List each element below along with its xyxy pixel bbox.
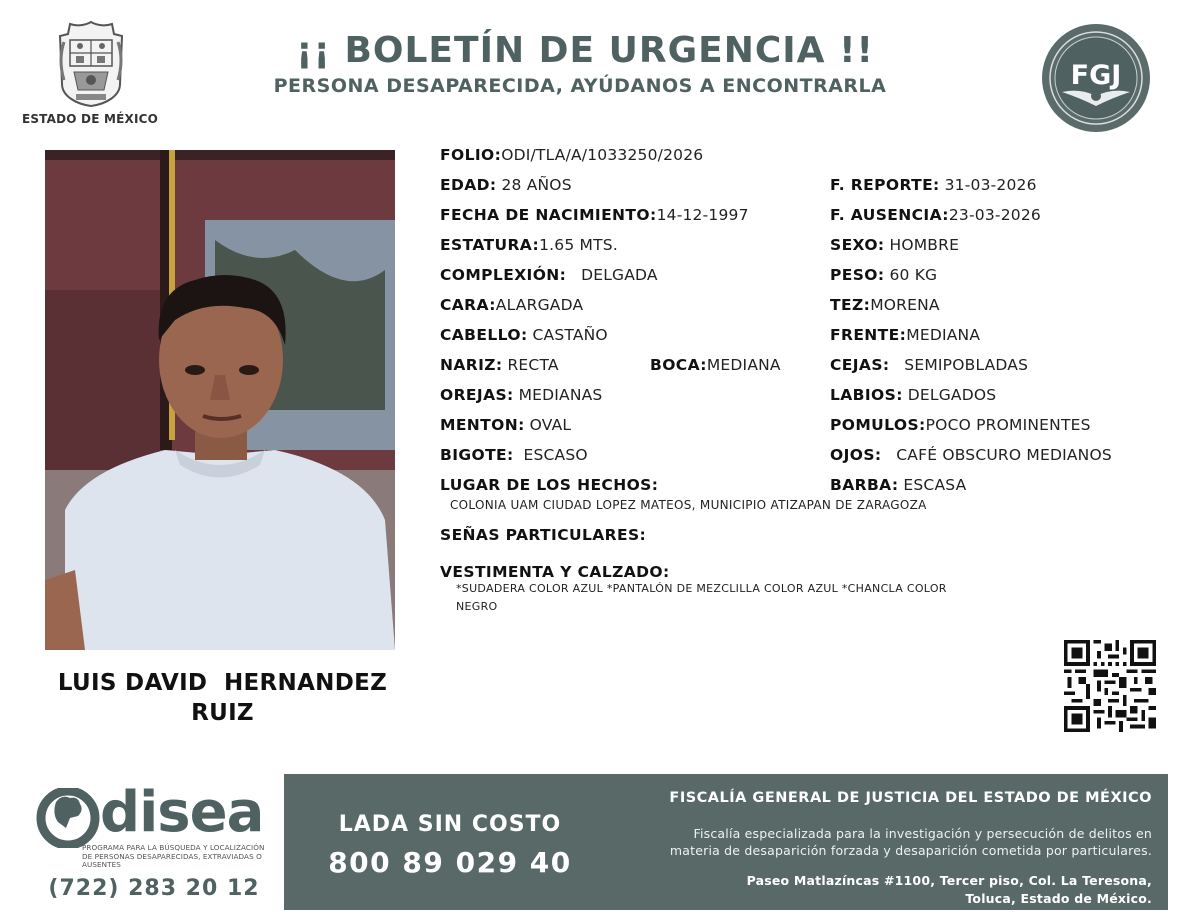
field-vestimenta-label: VESTIMENTA Y CALZADO:	[440, 563, 670, 581]
fiscalia-description-line1: Fiscalía especializada para la investigación y persecución de delitos en	[693, 826, 1152, 841]
field-frente-value: MEDIANA	[906, 326, 981, 344]
field-cara-label: CARA:	[440, 296, 496, 314]
field-tez-label: TEZ:	[830, 296, 871, 314]
field-folio-value: ODI/TLA/A/1033250/2026	[501, 146, 704, 164]
fiscalia-address-line2: Toluca, Estado de México.	[965, 891, 1152, 906]
field-menton-value: OVAL	[529, 416, 572, 434]
field-cejas	[830, 355, 1028, 375]
field-cabello	[440, 325, 608, 345]
field-edad-label: EDAD:	[440, 176, 497, 194]
field-peso-label: PESO:	[830, 266, 885, 284]
field-cejas-value: SEMIPOBLADAS	[904, 356, 1029, 374]
field-cejas-label: CEJAS:	[830, 356, 890, 374]
field-cabello-label: CABELLO:	[440, 326, 528, 344]
field-ojos-value: CAFÉ OBSCURO MEDIANOS	[896, 446, 1112, 464]
field-boca-label: BOCA:	[650, 356, 707, 374]
field-fecha-nacimiento-label: FECHA DE NACIMIENTO:	[440, 206, 657, 224]
field-vestimenta-value-line1: *SUDADERA COLOR AZUL *PANTALÓN DE MEZCLILLA COLOR AZUL *CHANCLA COLOR	[456, 582, 947, 595]
field-lugar-hechos	[440, 475, 658, 495]
odisea-tagline-line1: PROGRAMA PARA LA BÚSQUEDA Y LOCALIZACIÓN	[82, 843, 265, 852]
bulletin-subtitle: PERSONA DESAPARECIDA, AYÚDANOS A ENCONTRARLA	[273, 75, 887, 97]
odisea-map-pin-icon	[36, 788, 100, 848]
qr-code-icon	[1064, 640, 1156, 732]
field-pomulos-value: POCO PROMINENTES	[925, 416, 1091, 434]
fiscalia-address	[600, 872, 1152, 908]
field-sexo-label: SEXO:	[830, 236, 885, 254]
field-complexion-value: DELGADA	[581, 266, 658, 284]
field-menton	[440, 415, 571, 435]
field-cara	[440, 295, 583, 315]
field-pomulos-label: POMULOS:	[830, 416, 926, 434]
state-name: ESTADO DE MÉXICO	[21, 112, 159, 126]
field-tez-value: MORENA	[870, 296, 940, 314]
field-f-ausencia	[830, 205, 1041, 225]
field-bigote	[440, 445, 588, 465]
toll-free-number[interactable]: 800 89 029 40	[328, 846, 572, 879]
field-ojos	[830, 445, 1112, 465]
fiscalia-description-line2: materia de desaparición forzada y desaparición cometida por particulares.	[669, 843, 1152, 858]
field-fecha-nacimiento-value: 14-12-1997	[656, 206, 749, 224]
field-f-reporte	[830, 175, 1037, 195]
odisea-tagline-line3: AUSENTES	[82, 860, 121, 869]
fgj-logo	[1040, 22, 1152, 134]
odisea-logo	[34, 780, 274, 876]
fgj-logo-text: FGJ	[1070, 60, 1122, 91]
field-labios-label: LABIOS:	[830, 386, 903, 404]
field-estatura	[440, 235, 618, 255]
field-sexo-value: HOMBRE	[889, 236, 960, 254]
field-peso-value: 60 KG	[889, 266, 938, 284]
field-ojos-label: OJOS:	[830, 446, 882, 464]
fiscalia-name: FISCALÍA GENERAL DE JUSTICIA DEL ESTADO DE MÉXICO	[669, 790, 1152, 806]
field-fecha-nacimiento	[440, 205, 749, 225]
field-nariz-label: NARIZ:	[440, 356, 503, 374]
odisea-brand: disea	[100, 780, 264, 845]
missing-person-name	[40, 668, 405, 728]
field-barba-value: ESCASA	[903, 476, 967, 494]
field-barba-label: BARBA:	[830, 476, 899, 494]
field-edad-value: 28 AÑOS	[501, 176, 572, 194]
field-tez	[830, 295, 940, 315]
field-menton-label: MENTON:	[440, 416, 525, 434]
field-boca-value: MEDIANA	[706, 356, 781, 374]
field-sexo	[830, 235, 959, 255]
field-vestimenta-value-line2: NEGRO	[456, 600, 498, 613]
field-estatura-label: ESTATURA:	[440, 236, 540, 254]
field-f-reporte-value: 31-03-2026	[944, 176, 1037, 194]
field-nariz	[440, 355, 559, 375]
field-f-reporte-label: F. REPORTE:	[830, 176, 940, 194]
fiscalia-description	[600, 825, 1152, 859]
field-folio-label: FOLIO:	[440, 146, 502, 164]
field-estatura-value: 1.65 MTS.	[539, 236, 618, 254]
field-frente-label: FRENTE:	[830, 326, 907, 344]
field-folio	[440, 145, 703, 165]
field-orejas-value: MEDIANAS	[518, 386, 603, 404]
fiscalia-address-line1: Paseo Matlazíncas #1100, Tercer piso, Col. La Teresona,	[746, 873, 1152, 888]
field-bigote-value: ESCASO	[523, 446, 588, 464]
field-edad	[440, 175, 572, 195]
local-phone-number[interactable]: (722) 283 20 12	[48, 876, 260, 901]
person-name-line2: RUIZ	[191, 700, 254, 726]
field-pomulos	[830, 415, 1091, 435]
field-nariz-value: RECTA	[507, 356, 559, 374]
field-vestimenta	[440, 562, 670, 582]
field-labios	[830, 385, 996, 405]
field-frente	[830, 325, 980, 345]
field-boca	[650, 355, 781, 375]
estado-de-mexico-seal-icon	[50, 20, 132, 108]
field-orejas	[440, 385, 602, 405]
odisea-tagline	[82, 844, 278, 870]
bulletin-title: ¡¡ BOLETÍN DE URGENCIA !!	[296, 30, 874, 71]
field-complexion-label: COMPLEXIÓN:	[440, 266, 567, 284]
field-f-ausencia-value: 23-03-2026	[948, 206, 1041, 224]
field-labios-value: DELGADOS	[907, 386, 997, 404]
field-lugar-hechos-label: LUGAR DE LOS HECHOS:	[440, 476, 659, 494]
field-bigote-label: BIGOTE:	[440, 446, 514, 464]
person-name-line1: LUIS DAVID HERNANDEZ	[57, 670, 388, 696]
field-senas	[440, 525, 646, 545]
field-senas-label: SEÑAS PARTICULARES:	[440, 526, 647, 544]
toll-free-label: LADA SIN COSTO	[338, 812, 562, 837]
field-cara-value: ALARGADA	[495, 296, 584, 314]
field-cabello-value: CASTAÑO	[532, 326, 608, 344]
field-peso	[830, 265, 937, 285]
field-lugar-hechos-value: COLONIA UAM CIUDAD LOPEZ MATEOS, MUNICIPIO ATIZAPAN DE ZARAGOZA	[450, 498, 927, 512]
field-barba	[830, 475, 966, 495]
field-complexion	[440, 265, 658, 285]
field-f-ausencia-label: F. AUSENCIA:	[830, 206, 949, 224]
field-orejas-label: OREJAS:	[440, 386, 514, 404]
missing-person-photo	[45, 150, 395, 650]
odisea-tagline-line2: DE PERSONAS DESAPARECIDAS, EXTRAVIADAS O	[82, 851, 262, 861]
